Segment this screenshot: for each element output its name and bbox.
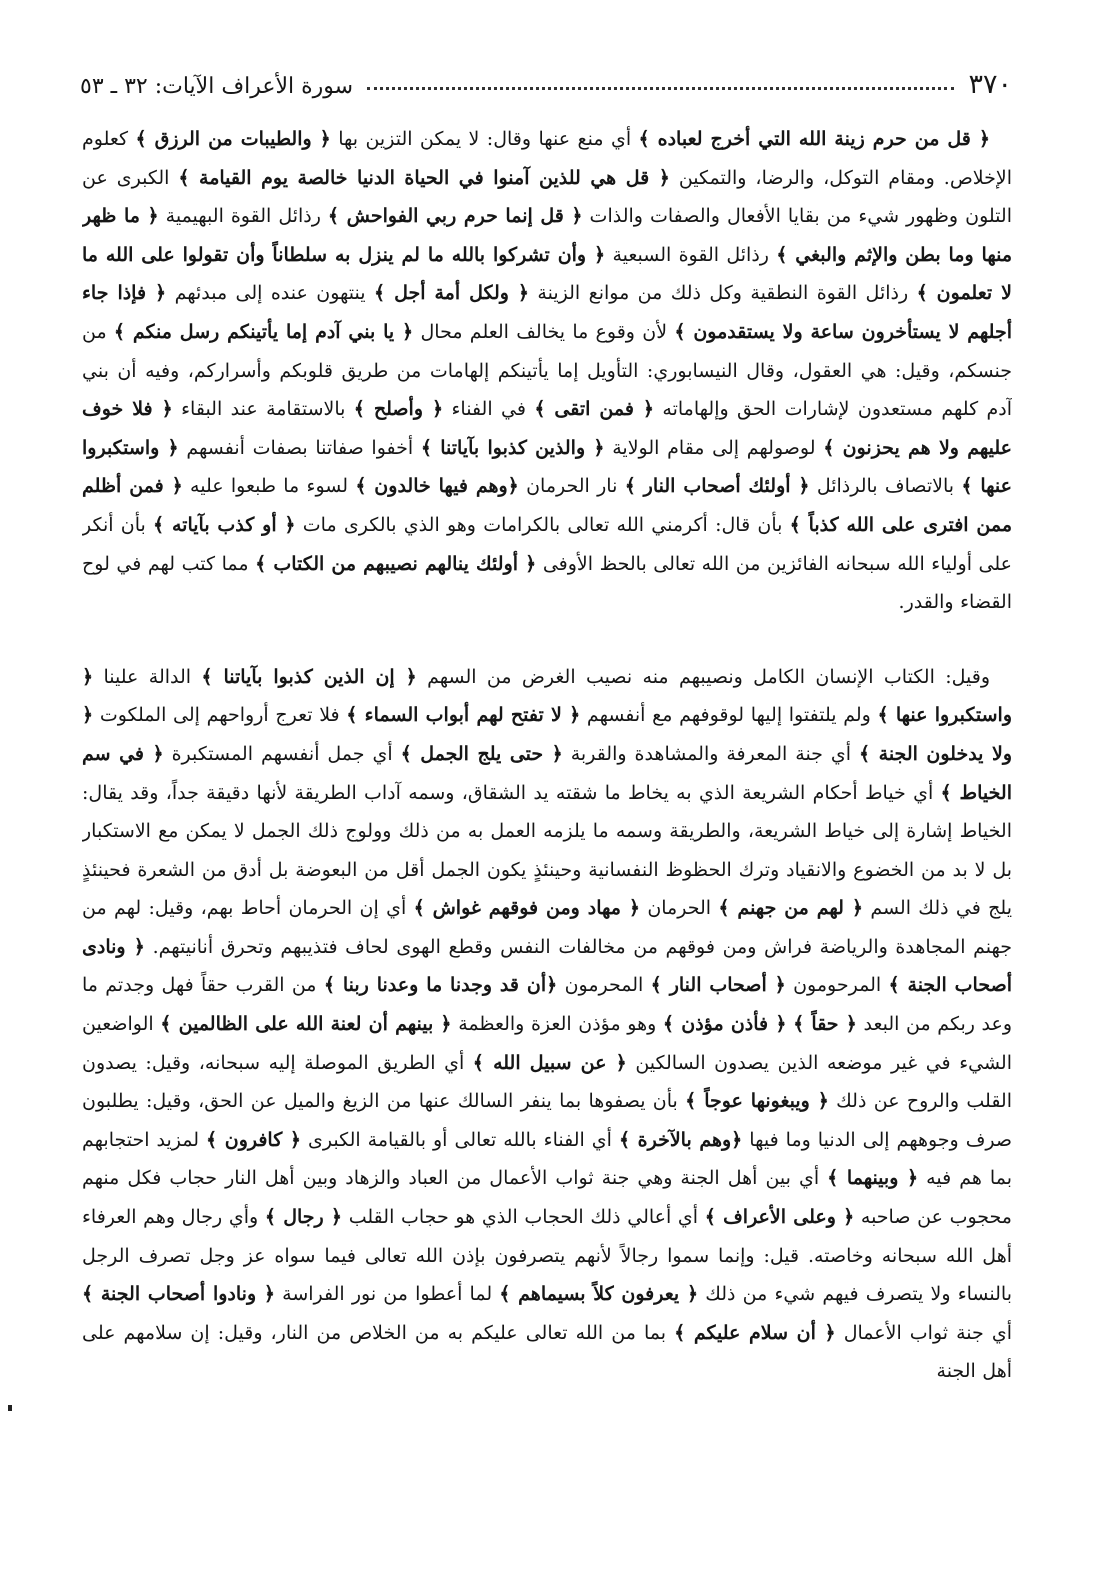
commentary-text: من القرب حقاً فهل وجدتم ما وعد ربكم من البعد xyxy=(82,974,1012,1036)
commentary-text: بما من الله تعالى عليكم به من الخلاص من النار، وقيل: إن سلامهم على أهل الجنة xyxy=(82,1321,1012,1383)
commentary-paragraph-1 xyxy=(82,120,1012,622)
quran-quote: ﴿ فمن أظلم ممن افترى على الله كذباً ﴾ xyxy=(82,475,1012,536)
quran-quote: ﴿ فمن اتقى ﴾ xyxy=(534,398,655,421)
quran-quote: ﴿ إن الذين كذبوا بآياتنا ﴾ xyxy=(201,665,417,688)
quran-quote: ﴿ حقاً ﴾ xyxy=(793,1013,857,1036)
commentary-text: الحرمان xyxy=(639,897,719,920)
commentary-text: لأن وقوع ما يخالف العلم محال xyxy=(413,320,675,343)
commentary-text: أي خياط أحكام الشريعة الذي به يخاط ما شقته يد الشقاق، وسمه آداب الطريقة لأنها دقيقة جداً، وقد يقال: الخياط إشارة إلى خياط الشريعة، والطريقة وسمه ما يلزمه العمل به من ذلك وولوج ذلك الجمل لا يمكن مع الاستكبار بل لا بد من الخضوع والانقياد وترك الحظوظ النفسانية وحينئذٍ يكون الجمل أقل من البعوضة بل أدق من الشعرة فحينئذٍ يلج في ذلك السم xyxy=(82,781,1012,920)
quran-quote: ﴿وهم بالآخرة ﴾ xyxy=(618,1128,743,1151)
quran-quote: ﴿ يا بني آدم إما يأتينكم رسل منكم ﴾ xyxy=(113,320,414,343)
commentary-text: ينتهون عنده إلى مبدئهم xyxy=(166,282,374,305)
quran-quote: ﴿ وأصلح ﴾ xyxy=(353,398,444,421)
commentary-text: الواضعين الشيء في غير موضعه الذين يصدون السالكين xyxy=(82,1013,1012,1074)
quran-quote: ﴿أن قد وجدنا ما وعدنا ربنا ﴾ xyxy=(323,974,558,997)
commentary-text: أي الفناء بالله تعالى أو بالقيامة الكبرى xyxy=(300,1128,619,1151)
quran-quote: ﴿ وأن تشركوا بالله ما لم ينزل به سلطاناً وأن تقولوا على الله ما لا تعلمون ﴾ xyxy=(82,243,1012,305)
quran-quote: ﴿ ونادى أصحاب الجنة ﴾ xyxy=(82,935,1012,997)
commentary-text: بأن قال: أكرمني الله تعالى بالكرامات وهو الذي بالكرى مات xyxy=(295,513,790,536)
quran-quote: ﴿ ما ظهر منها وما بطن والإثم والبغي ﴾ xyxy=(82,205,1012,266)
page-header xyxy=(80,58,1012,98)
commentary-text: بالاتصاف بالرذائل xyxy=(809,475,962,498)
commentary-text: أي الطريق الموصلة إليه سبحانه، وقيل: يصدون القلب والروح عن ذلك xyxy=(82,1051,1012,1113)
commentary-text: الكبرى عن التلون وظهور شيء من بقايا الأفعال والصفات والذات xyxy=(82,166,1012,228)
quran-quote: ﴿ يعرفون كلاً بسيماهم ﴾ xyxy=(499,1283,699,1306)
quran-quote: ﴿ أولئك أصحاب النار ﴾ xyxy=(624,475,810,498)
commentary-text: أي بين أهل الجنة وهي جنة ثواب الأعمال من العباد والزهاد وبين أهل النار حجاب فكل منهم محجوب عن صاحبه xyxy=(82,1167,1012,1229)
quran-quote: ﴿ حتى يلج الجمل ﴾ xyxy=(400,742,563,765)
quran-quote: ﴿ وعلى الأعراف ﴾ xyxy=(704,1206,855,1229)
commentary-text: المحرمون xyxy=(557,974,651,997)
page-number: ٣٧٠ xyxy=(968,69,1012,100)
commentary-text: أخفوا صفاتنا بصفات أنفسهم xyxy=(178,436,421,459)
commentary-text: بالاستقامة عند البقاء xyxy=(172,398,354,421)
quran-quote: ﴿ وبينهما ﴾ xyxy=(827,1167,919,1190)
quran-quote: ﴿ أولئك ينالهم نصيبهم من الكتاب ﴾ xyxy=(255,552,537,575)
commentary-text: لوصولهم إلى مقام الولاية xyxy=(604,436,824,459)
quran-quote: ﴿ واستكبروا عنها ﴾ xyxy=(82,665,1012,727)
commentary-text: وقيل: الكتاب الإنسان الكامل ونصيبهم منه نصيب الغرض من السهم xyxy=(416,665,991,688)
commentary-text: لما أعطوا من نور الفراسة xyxy=(274,1283,500,1306)
running-title: سورة الأعراف الآيات: ٣٢ ـ ٥٣ xyxy=(80,74,354,99)
quran-quote: ﴿ ونادوا أصحاب الجنة ﴾ xyxy=(82,1283,275,1306)
commentary-text: الدالة علينا xyxy=(93,665,202,688)
commentary-text: فلا تعرج أرواحهم إلى الملكوت xyxy=(93,704,347,727)
quran-quote: ﴿ فإذا جاء أجلهم لا يستأخرون ساعة ولا يستقدمون ﴾ xyxy=(82,282,1012,343)
commentary-text: كعلوم الإخلاص. ومقام التوكل، والرضا، والتمكين xyxy=(82,128,1012,189)
commentary-text: المرحومون xyxy=(785,974,889,997)
commentary-text: لسوء ما طبعوا عليه xyxy=(182,475,356,498)
quran-quote: ﴿ بينهم أن لعنة الله على الظالمين ﴾ xyxy=(160,1013,452,1036)
commentary-text: أي جمل أنفسهم المستكبرة xyxy=(163,742,401,765)
quran-quote: ﴿ في سم الخياط ﴾ xyxy=(82,742,1012,804)
quran-quote: ﴿ والطيبات من الرزق ﴾ xyxy=(135,128,331,150)
margin-speck xyxy=(8,1405,12,1411)
commentary-text: أي جنة ثواب الأعمال xyxy=(835,1321,1012,1344)
quran-quote: ﴿وهم فيها خالدون ﴾ xyxy=(355,475,519,498)
commentary-paragraph-2 xyxy=(82,658,1012,1391)
commentary-text: في الفناء xyxy=(443,398,535,421)
quran-quote: ﴿ قل إنما حرم ربي الفواحش ﴾ xyxy=(327,205,583,228)
quran-quote: ﴿ قل هي للذين آمنوا في الحياة الدنيا خالصة يوم القيامة ﴾ xyxy=(178,166,670,189)
commentary-text: أي جنة المعرفة والمشاهدة والقربة xyxy=(562,742,859,765)
quran-quote: ﴿ ويبغونها عوجاً ﴾ xyxy=(685,1090,829,1113)
commentary-text: وأي رجال وهم العرفاء أهل الله سبحانه وخاصته. قيل: وإنما سموا رجالاً لأنهم يتصرفون بإذن الله تعالى فيما سواه عز وجل تصرف الرجل بالنساء ولا يتصرف فيهم شيء من ذلك xyxy=(82,1206,1012,1306)
quran-quote: ﴿ عن سبيل الله ﴾ xyxy=(472,1051,627,1074)
commentary-text: من جنسكم، وقيل: هي العقول، وقال النيسابوري: التأويل إما يأتينكم إلهامات من طريق قلوبكم وأسراركم، وفيه أن بني آدم كلهم مستعدون لإشارات الحق وإلهاماته xyxy=(82,320,1012,421)
quran-quote: ﴿ مهاد ومن فوقهم غواش ﴾ xyxy=(413,897,640,920)
dotted-leader xyxy=(367,87,954,90)
quran-quote: ﴿ لهم من جهنم ﴾ xyxy=(718,897,863,920)
commentary-text: رذائل القوة النطقية وكل ذلك من موانع الزينة xyxy=(529,282,917,305)
quran-quote: ﴿ قل من حرم زينة الله التي أخرج لعباده ﴾ xyxy=(638,128,991,150)
quran-quote: ﴿ فأذن مؤذن ﴾ xyxy=(662,1013,787,1036)
commentary-text: نار الحرمان xyxy=(518,475,625,498)
quran-quote: ﴿ كافرون ﴾ xyxy=(206,1128,301,1151)
commentary-text: رذائل القوة السبعية xyxy=(605,243,777,266)
commentary-text: وهو مؤذن العزة والعظمة xyxy=(451,1013,663,1036)
quran-quote: ﴿ لا تفتح لهم أبواب السماء ﴾ xyxy=(346,704,581,727)
commentary-text: رذائل القوة البهيمية xyxy=(158,205,328,228)
quran-quote: ﴿ أن سلام عليكم ﴾ xyxy=(674,1321,836,1344)
quran-quote: ﴿ ولكل أمة أجل ﴾ xyxy=(373,282,530,305)
commentary-text: أي أعالي ذلك الحجاب الذي هو حجاب القلب xyxy=(342,1206,705,1229)
commentary-text: مما كتب لهم في لوح القضاء والقدر. xyxy=(82,552,1012,614)
commentary-text: بأن يصفوها بما ينفر السالك عنها من الزيغ والميل عن الحق، وقيل: يطلبون صرف وجوههم إلى الدنيا وما فيها xyxy=(82,1090,1012,1151)
quran-quote: ﴿ والذين كذبوا بآياتنا ﴾ xyxy=(420,436,605,459)
quran-quote: ﴿ ولا يدخلون الجنة ﴾ xyxy=(82,704,1012,765)
commentary-text: أي منع عنها وقال: لا يمكن التزين بها xyxy=(330,128,639,150)
quran-quote: ﴿ رجال ﴾ xyxy=(264,1206,343,1229)
page-body xyxy=(82,120,1012,1570)
quran-quote: ﴿ فلا خوف عليهم ولا هم يحزنون ﴾ xyxy=(82,398,1012,459)
commentary-text: ولم يلتفتوا إليها لوقوفهم مع أنفسهم xyxy=(580,704,878,727)
commentary-text: بأن أنكر على أولياء الله سبحانه الفائزين من الله تعالى بالحظ الأوفى xyxy=(82,513,1012,575)
commentary-text: لمزيد احتجابهم بما هم فيه xyxy=(82,1128,1012,1190)
quran-quote: ﴿ أصحاب النار ﴾ xyxy=(650,974,786,997)
quran-quote: ﴿ أو كذب بآياته ﴾ xyxy=(153,513,296,536)
commentary-text: أي إن الحرمان أحاط بهم، وقيل: لهم من جهنم المجاهدة والرياضة فراش ومن فوقهم من مخالفات النفس وقطع الهوى لحاف فتذيبهم وتحرق أنانيتهم. xyxy=(82,897,1012,958)
quran-quote: ﴿ واستكبروا عنها ﴾ xyxy=(82,436,1012,498)
